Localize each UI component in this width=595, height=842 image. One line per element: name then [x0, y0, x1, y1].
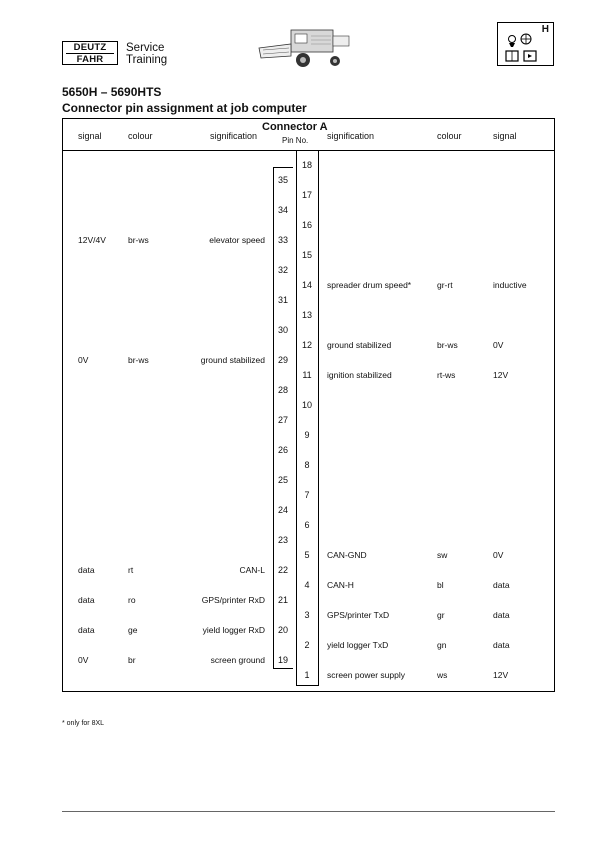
pin-number-right: 5	[304, 550, 310, 560]
section-letter: H	[541, 24, 549, 35]
pin-number-right: 15	[301, 250, 312, 260]
pin-number-right: 8	[304, 460, 310, 470]
connector-right-column	[296, 150, 319, 686]
right-colour-cell: bl	[437, 580, 444, 590]
pin-number-right: 3	[304, 610, 310, 620]
pin-number-right: 10	[301, 400, 312, 410]
right-signification-cell: spreader drum speed*	[327, 280, 412, 290]
pin-number-left: 33	[277, 235, 288, 245]
pin-number-right: 1	[304, 670, 310, 680]
pin-number-right: 7	[304, 490, 310, 500]
service-training-label	[126, 42, 167, 66]
combine-harvester-icon	[255, 26, 355, 70]
right-signal-cell: data	[493, 580, 510, 590]
left-signal-cell: data	[78, 625, 95, 635]
right-signification-cell: ignition stabilized	[327, 370, 392, 380]
right-signification-cell: yield logger TxD	[327, 640, 389, 650]
left-colour-cell: ro	[128, 595, 136, 605]
right-signal-cell: 0V	[493, 550, 504, 560]
pin-no-label: Pin No.	[282, 136, 309, 145]
right-colour-cell: sw	[437, 550, 448, 560]
left-signal-cell: 0V	[78, 355, 89, 365]
left-signal-cell: data	[78, 565, 95, 575]
control-panel-icon-box	[497, 22, 554, 66]
right-signification-cell: screen power supply	[327, 670, 405, 680]
left-colour-cell: br-ws	[128, 355, 149, 365]
pin-number-left: 30	[277, 325, 288, 335]
left-colour-cell: br	[128, 655, 136, 665]
pin-number-right: 9	[304, 430, 310, 440]
pin-number-left: 20	[277, 625, 288, 635]
right-colour-cell: rt-ws	[437, 370, 456, 380]
pin-number-right: 4	[304, 580, 310, 590]
right-signification-cell: ground stabilized	[327, 340, 392, 350]
pin-number-right: 16	[301, 220, 312, 230]
footnote: * only for 8XL	[62, 720, 105, 727]
right-signal-cell: data	[493, 610, 510, 620]
pin-number-right: 11	[302, 370, 312, 380]
header-signal-right: signal	[493, 131, 517, 141]
right-signification-cell: GPS/printer TxD	[327, 610, 390, 620]
left-colour-cell: br-ws	[128, 235, 149, 245]
pin-number-right: 14	[301, 280, 312, 290]
left-signification-cell: elevator speed	[209, 235, 265, 245]
left-signification-cell: ground stabilized	[200, 355, 265, 365]
logo-text-line2: FAHR	[66, 53, 115, 64]
right-signal-cell: 0V	[493, 340, 504, 350]
pin-number-left: 34	[277, 205, 288, 215]
pin-number-right: 13	[301, 310, 312, 320]
right-signification-cell: CAN-H	[327, 580, 354, 590]
right-signal-cell: 12V	[493, 670, 509, 680]
header-signification-left: signification	[210, 131, 258, 141]
pin-number-left: 25	[277, 475, 288, 485]
right-signal-cell: data	[493, 640, 510, 650]
left-signal-cell: 0V	[78, 655, 89, 665]
right-signification-cell: CAN-GND	[327, 550, 367, 560]
pin-number-left: 19	[277, 655, 288, 665]
model-title: 5650H – 5690HTS	[62, 85, 162, 99]
pin-number-left: 28	[277, 385, 288, 395]
pin-number-left: 22	[277, 565, 288, 575]
pin-number-left: 23	[277, 535, 288, 545]
deutz-fahr-logo	[62, 41, 118, 65]
pin-number-right: 2	[304, 640, 310, 650]
right-colour-cell: gn	[437, 640, 447, 650]
left-signification-cell: yield logger RxD	[202, 625, 265, 635]
service-label: Service	[126, 42, 165, 54]
connector-label: Connector A	[262, 121, 328, 133]
pin-number-right: 18	[301, 160, 312, 170]
pin-number-right: 17	[301, 190, 312, 200]
page-title: Connector pin assignment at job computer	[62, 101, 307, 115]
right-signal-cell: inductive	[493, 280, 527, 290]
right-signal-cell: 12V	[493, 370, 509, 380]
right-colour-cell: gr	[437, 610, 445, 620]
pin-number-left: 26	[277, 445, 288, 455]
pin-number-right: 12	[301, 340, 312, 350]
left-colour-cell: ge	[128, 625, 138, 635]
pin-number-left: 35	[277, 175, 288, 185]
pin-number-left: 29	[277, 355, 288, 365]
right-colour-cell: gr-rt	[437, 280, 453, 290]
pin-number-left: 31	[277, 295, 288, 305]
pin-number-left: 32	[277, 265, 288, 275]
left-signification-cell: screen ground	[210, 655, 265, 665]
footer-divider	[62, 811, 555, 812]
right-colour-cell: ws	[437, 670, 448, 680]
left-signal-cell: data	[78, 595, 95, 605]
pin-number-right: 6	[304, 520, 310, 530]
logo-text-line1: DEUTZ	[73, 41, 107, 53]
pin-number-left: 21	[277, 595, 288, 605]
training-label: Training	[126, 54, 168, 66]
header-colour-right: colour	[437, 131, 462, 141]
header-signal-left: signal	[78, 131, 102, 141]
left-signal-cell: 12V/4V	[78, 235, 106, 245]
right-colour-cell: br-ws	[437, 340, 458, 350]
pin-number-left: 27	[277, 415, 288, 425]
pin-number-left: 24	[277, 505, 288, 515]
left-signification-cell: GPS/printer RxD	[201, 595, 265, 605]
header-signification-right: signification	[327, 131, 375, 141]
header-colour-left: colour	[128, 131, 153, 141]
left-signification-cell: CAN-L	[239, 565, 265, 575]
left-colour-cell: rt	[128, 565, 134, 575]
